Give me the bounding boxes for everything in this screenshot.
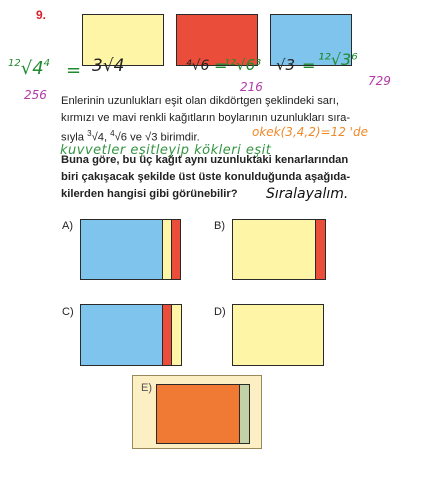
option-b-red-strip (315, 220, 325, 279)
hw-equals-2: = (214, 56, 228, 75)
option-c-yellow-strip (171, 305, 181, 365)
option-d-figure[interactable] (232, 304, 324, 366)
option-e-panel[interactable] (132, 375, 262, 449)
option-c-red-strip (162, 305, 171, 365)
option-d-label[interactable]: D) (214, 306, 226, 318)
hw-value-729: 729 (368, 74, 391, 88)
option-a-red-strip (171, 220, 180, 279)
hw-siralayalim: Sıralayalım. (266, 186, 349, 202)
option-e-label[interactable]: E) (141, 382, 152, 394)
hw-equals-1: = (66, 60, 82, 81)
option-b-label[interactable]: B) (214, 220, 225, 232)
question-bold-3: kilerden hangisi gibi görünebilir? (61, 188, 238, 200)
question-line-3: sıyla $^3$√4, $^4$√6 ve √3 birimdir. (61, 129, 200, 144)
hw-sqrt-3: √3 (276, 56, 296, 74)
option-b-figure[interactable] (232, 219, 326, 280)
option-a-figure[interactable] (80, 219, 181, 280)
question-bold-1: Buna göre, bu üç kağıt aynı uzunluktaki kenarlarından (61, 154, 349, 166)
option-e-sage-strip (239, 385, 249, 443)
hw-fourth-root-6: ⁴√6 (186, 58, 210, 74)
option-a-label[interactable]: A) (62, 220, 73, 232)
question-line-1: Enlerinin uzunlukları eşit olan dikdörtgen şeklindeki sarı, (61, 95, 339, 107)
question-number: 9. (36, 8, 47, 22)
option-a-yellow-strip (162, 220, 171, 279)
hw-kuvvetler: kuvvetler eşitleyip kökleri eşit (60, 143, 272, 158)
hw-root-12: $^{12}√4^4$ (8, 58, 51, 79)
question-bold-2: biri çakışacak şekilde üst üste konulduğunda aşağıda- (61, 171, 351, 183)
hw-value-256: 256 (24, 88, 47, 102)
option-c-figure[interactable] (80, 304, 182, 366)
hw-value-216: 216 (240, 80, 263, 94)
hw-root12-6-cubed: ¹²√6³ (224, 56, 262, 74)
hw-okek: okek(3,4,2)=12 'de (252, 125, 368, 139)
hw-equals-3: = (302, 56, 316, 75)
hw-root12-3-six: ¹²√3⁶ (318, 50, 358, 69)
hw-cube-root-4: 3√4 (92, 56, 125, 76)
option-e-figure[interactable] (156, 384, 250, 444)
option-c-label[interactable]: C) (62, 306, 74, 318)
question-line-2: kırmızı ve mavi renkli kağıtların boylarının uzunlukları sıra- (61, 112, 351, 124)
